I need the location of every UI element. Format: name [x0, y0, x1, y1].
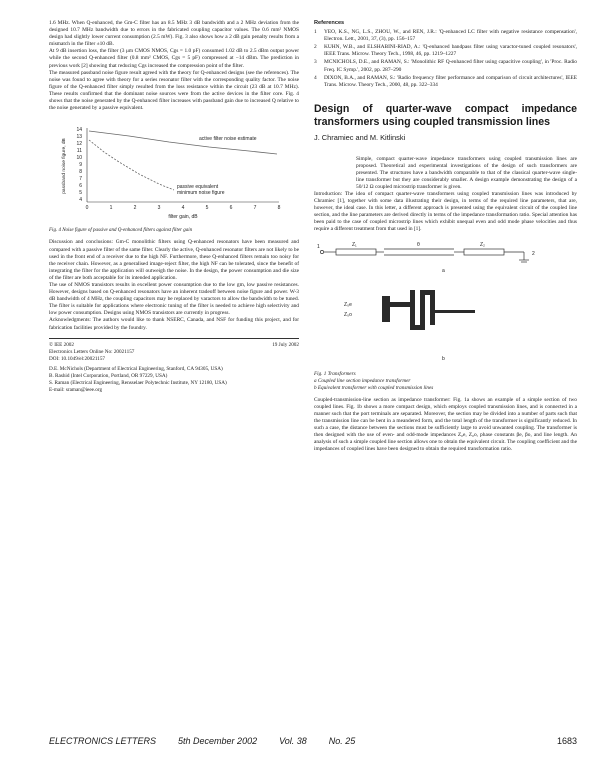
- label-z2: Z₂: [480, 241, 485, 248]
- microstrip-feed: [382, 296, 390, 322]
- y-tick-label: 11: [76, 148, 82, 155]
- label-passive-equivalent: passive equivalent: [177, 184, 219, 191]
- figure-4-caption: Fig. 4 Noise figure of passive and Q-enhanced filters against filter gain: [49, 228, 193, 234]
- x-tick-label: 0: [85, 205, 89, 212]
- reference-text: YEO, K.S., NG, L.S., ZHOU, W., and REN, J.R.: 'Q-enhanced LC filter with negative resistance compensation', Electron. Lett., 2001, 37, (3), pp. 156–157: [324, 29, 577, 43]
- microstrip-trace: [420, 290, 425, 330]
- author-affiliation: B. Rashid (Intel Corporation, Portland, OR 97229, USA): [49, 372, 168, 379]
- active-filter-curve: [89, 131, 277, 154]
- noise-figure-chart: [49, 122, 299, 222]
- label-pin-2: 2: [532, 250, 535, 257]
- footer-journal: ELECTRONICS LETTERS: [49, 736, 157, 746]
- x-tick-label: 1: [109, 205, 113, 212]
- y-tick-label: 8: [79, 169, 82, 176]
- footer-date: 5th December 2002: [178, 736, 258, 746]
- x-tick-label: 6: [229, 205, 233, 212]
- label-z1: Z₁: [352, 241, 357, 248]
- microstrip-trace: [430, 295, 435, 325]
- footer-page-number: 1683: [556, 736, 577, 746]
- divider: [49, 338, 299, 339]
- paragraph-results: The use of NMOS transistors results in excellent power consumption due to the low gm, low passive resistances. However, designs based on Q-enhanced resonators have an inherent tradeoff between noise figure and power. W-3 dB bandwidth of 4 MHz, the coupling capacitors may be replaced by varactors to allow the bandwidth to be tuned. The filter is suitable for applications where electronic tuning of the filter is needed to achieve high selectivity and low power consumption. Designs using NMOS transistors are currently in progress.: [49, 281, 299, 317]
- figure-1-caption-a: a Coupled line section impedance transformer: [314, 377, 411, 384]
- author-affiliation: S. Raman (Electrical Engineering, Rensselaer Polytechnic Institute, NY 12180, USA): [49, 379, 227, 386]
- port-1-terminal: [320, 250, 323, 253]
- reference-number: 4: [314, 74, 317, 81]
- doi: DOI: 10.1049/el:20021157: [49, 355, 106, 362]
- label-pin-1: 1: [317, 243, 320, 250]
- y-tick-label: 12: [76, 141, 82, 148]
- label-minimum-noise: minimum noise figure: [177, 190, 225, 197]
- microstrip-trace: [425, 290, 435, 295]
- line-z1: [336, 249, 376, 255]
- y-tick-label: 10: [76, 155, 82, 162]
- paragraph-discussion: Discussion and conclusions: Gm-C monolithic filters using Q-enhanced resonators have been measured and compared with a passive filter of the same filter. Clearly the active, Q-enhanced resonator filters are not likely to be used in the front end of a receiver due to the high NF. Furthermore, these Q-enhanced filters remain too noisy for the receiver chain. However, as a generalised image-reject filter, the high NF can be tolerated, since the benefit of integrating the filter for the application will outweigh the noise. In the design, the power consumption and die size of the filter are both acceptable for its intended application.: [49, 239, 299, 281]
- acknowledgments: Acknowledgments: The authors would like to thank NSERC, Canada, and NSF for funding this project, and for fabrication facilities provided by the foundry.: [49, 317, 299, 331]
- x-tick-label: 4: [181, 205, 185, 212]
- figure-1: [314, 240, 577, 392]
- y-tick-label: 4: [79, 197, 82, 204]
- footer-volume: Vol. 38: [279, 736, 307, 746]
- x-axis-label: filter gain, dB: [168, 214, 198, 221]
- reference-item: [314, 75, 577, 89]
- meta-copyright-line: [49, 342, 299, 349]
- label-odd-mode: Z₀o: [344, 311, 352, 318]
- reference-item: [314, 59, 577, 73]
- reference-text: DIXON, B.A., and RAMAN, S.: 'Radio frequency filter performance and comparison of circuit architectures', IEEE Trans. Microw. Theory Tech., 2000, 48, pp. 322–334: [324, 74, 577, 88]
- introduction: Introduction: The idea of compact quarter-wave transformers using coupled transmission lines was introduced by Chramiec [1], together with some data illustrating their design, in terms of the required line parameters, that are, however, the ideal case. In this letter, a different approach is presented using the equivalent circuit of the coupled line section, and the line parameters are derived directly in terms of the impedance transformation ratio. Special attention has been paid to the case of coupled microstrip lines which exhibit unequal even and odd mode phase velocities and thus require a different treatment from that used in [1].: [314, 191, 577, 233]
- line-z2: [464, 249, 504, 255]
- references-title: References: [314, 20, 345, 26]
- received-date: 19 July 2002: [272, 341, 299, 348]
- y-tick-label: 6: [79, 183, 82, 190]
- body-text: Coupled-transmission-line section as impedance transformer: Fig. 1a shows an example of a simple section of two coupled lines. Fig. 1b shows a more compact design, which employs coupled transmission lines, and is connected in a manner such that the port terminals are separated. Moreover, the section may be divided into a number of parts such that the transmission line can be bent in a meandered form, and the total length of the transformer is significantly reduced. In such a case, the distance between the sections must be sufficiently large to avoid unwanted coupling. The transformer is then designed with the use of even- and odd-mode impedances Z₀e, Z₀o, phase constants βe, βo, and line length. An analysis of such a simple coupled line section allows one to obtain the equivalent circuit. The coupling coefficient and the impedances of coupled lines have been designed to obtain the required transformation ratio.: [314, 396, 577, 453]
- x-tick-label: 2: [133, 205, 137, 212]
- label-even-mode: Z₀e: [344, 301, 352, 308]
- left-column: [49, 20, 299, 394]
- paragraph-noise: The measured passband noise figure result agreed with the theory for Q-enhanced designs (see the references). The noise was found to agree with theory for a series resonator filter with the corresponding quality factor. The noise figure of the Q-enhanced filter simply resulted from the loss resistance within the circuit (23 dB at 10.7 MHz). These results confirmed that the dominant noise sources were from the active devices in the filter core. Fig. 4 shows that the noise generated by the Q-enhanced filter increases with passband gain due to increased Q relative to the noise generated by a passive equivalent.: [49, 69, 299, 112]
- microstrip-output: [435, 310, 475, 313]
- y-axis-label: passband noise figure, dB: [62, 138, 67, 194]
- label-theta: θ: [417, 241, 420, 248]
- reference-text: KUHN, W.B., and ELSHABINI-RIAD, A.: 'Q-enhanced bandpass filter using varactor-tuned coupled resonators', IEEE Trans. Microw. Theory Tech., 1998, 46, pp. 1219–1227: [324, 44, 577, 58]
- transformer-diagram: [314, 240, 577, 368]
- microstrip-trace: [410, 290, 415, 330]
- paragraph-intro: 1.6 MHz. When Q-enhanced, the Gm-C filter has an 8.5 MHz 3 dB bandwidth and a 2 MHz deviation from the designed 10.7 MHz bandwidth due to errors in the fabricated coupling capacitor values. The 0.6 mm² NMOS design had slightly lower current consumption (2.5 mW). Fig. 3 also shows how a 2 dB gain penalty results from a mismatch in the filter ±10 dB.: [49, 20, 299, 48]
- reference-item: [314, 44, 577, 58]
- figure-4: [49, 122, 299, 234]
- paragraph-fig3: At 9 dB insertion loss, the filter (3 μm CMOS NMOS, Cgs = 1.0 pF) consumed 1.02 dB to 2.5 dBm output power while the second Q-enhanced filter (0.8 mm² CMOS, Cgs = 5 pF) compressed at −14 dBm. The prediction in previous work [2] showing that reducing Cgs increased the compression point of the filter.: [49, 48, 299, 69]
- copyright: © IEE 2002: [49, 341, 74, 348]
- label-part-b: b: [442, 355, 445, 362]
- right-column: [314, 20, 577, 453]
- y-tick-label: 7: [79, 176, 82, 183]
- label-part-a: a: [442, 267, 445, 274]
- passive-filter-curve: [89, 140, 174, 190]
- reference-number: 3: [314, 59, 317, 66]
- y-tick-label: 14: [76, 127, 82, 134]
- y-tick-label: 5: [79, 190, 82, 197]
- figure-1-caption-b: b Equivalent transformer with coupled transmission lines: [314, 384, 434, 391]
- reference-number: 2: [314, 44, 317, 51]
- page-footer: [49, 736, 577, 746]
- figure-1-title: Fig. 1 Transformers: [314, 370, 356, 377]
- footer-number: No. 25: [328, 736, 356, 746]
- label-active-filter: active filter noise estimate: [199, 136, 257, 143]
- author-affiliation: D.E. McNichols (Department of Electrical Engineering, Stanford, CA 94305, USA): [49, 365, 223, 372]
- x-tick-label: 7: [253, 205, 257, 212]
- x-tick-label: 8: [277, 205, 281, 212]
- x-tick-label: 5: [205, 205, 209, 212]
- y-tick-label: 13: [76, 134, 82, 141]
- author-email: E-mail: sraman@ieee.org: [49, 386, 103, 393]
- reference-text: MCNICHOLS, D.E., and RAMAN, S.: 'Monolithic RF Q-enhanced filter using capacitive coupling', in 'Proc. Radio Freq. IC Symp.', 2002, pp. 287–290: [324, 59, 577, 73]
- abstract: Simple, compact quarter-wave impedance transformers using coupled transmission lines are proposed. Theoretical and experimental investigations of the design of such transformers are presented. The structures have a bandwidth comparable to that of the classical quarter-wave single-line transformer but they are considerably smaller. A design example demonstrating the design of a 50/12 Ω coupled microstrip transformer is given.: [356, 155, 577, 190]
- x-tick-label: 3: [157, 205, 161, 212]
- y-tick-label: 9: [79, 162, 82, 169]
- article-title: Design of quarter-wave compact impedance transformers using coupled transmission lines: [314, 102, 577, 128]
- article-authors: J. Chramiec and M. Kitlinski: [314, 133, 406, 143]
- reference-item: [314, 29, 577, 43]
- online-number: Electronics Letters Online No: 20021157: [49, 348, 135, 355]
- reference-number: 1: [314, 29, 317, 36]
